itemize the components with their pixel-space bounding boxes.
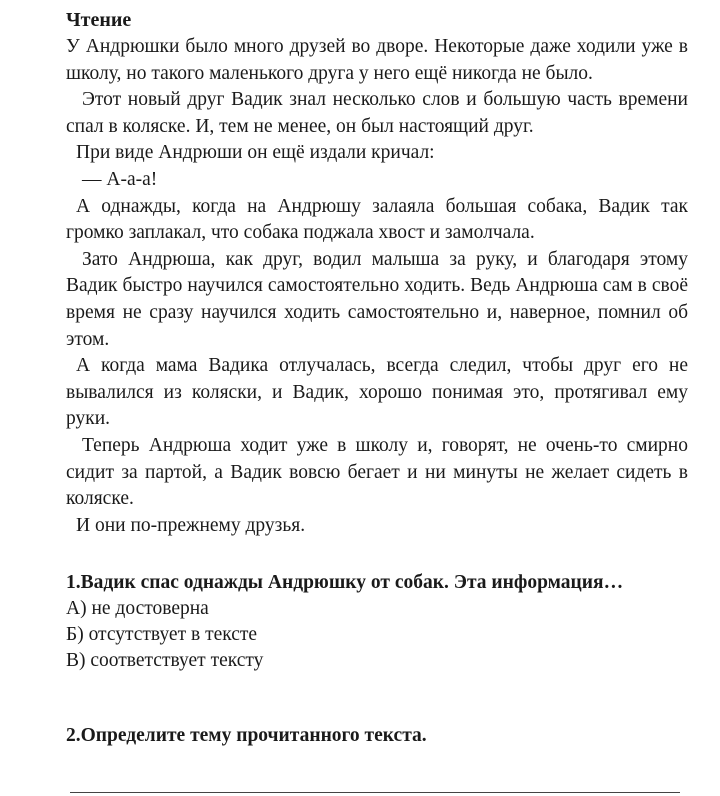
paragraph-3: При виде Андрюши он ещё издали кричал: <box>76 142 435 164</box>
paragraph-1: У Андрюшки было много друзей во дворе. Некоторые даже ходили уже в школу, но такого маленького друга у него ещё никогда не было. <box>66 36 688 84</box>
paragraph-2: Этот новый друг Вадик знал несколько слов и большую часть времени спал в коляске. И, тем не менее, он был настоящий друг. <box>66 89 688 137</box>
question-1-option-a[interactable]: А) не достоверна <box>66 598 209 620</box>
paragraph-5: А однажды, когда на Андрюшу залаяла большая собака, Вадик так громко заплакал, что собака поджала хвост и замолчала. <box>66 195 688 244</box>
paragraph-8: Теперь Андрюша ходит уже в школу и, говорят, не очень-то смирно сидит за партой, а Вадик вовсю бегает и ни минуты не желает сидеть в коляске. <box>66 434 688 510</box>
question-1-option-c[interactable]: В) соответствует тексту <box>66 650 264 672</box>
section-heading: Чтение <box>66 9 132 31</box>
answer-line[interactable] <box>70 792 680 793</box>
question-1: 1.Вадик спас однажды Андрюшку от собак. Эта информация… <box>66 572 624 594</box>
spacer <box>66 674 688 722</box>
spacer <box>66 539 688 569</box>
question-1-option-b[interactable]: Б) отсутствует в тексте <box>66 624 258 646</box>
paragraph-7: А когда мама Вадика отлучалась, всегда следил, чтобы друг его не вывалился из коляски, и Вадик, хорошо понимая это, протягивал ему руки. <box>66 355 688 430</box>
paragraph-9: И они по-прежнему друзья. <box>76 514 306 536</box>
question-2: 2.Определите тему прочитанного текста. <box>66 725 427 747</box>
reading-worksheet <box>66 6 688 749</box>
paragraph-4-dialogue: — А-а-а! <box>82 168 158 190</box>
paragraph-6: Зато Андрюша, как друг, водил малыша за руку, и благодаря этому Вадик быстро научился самостоятельно ходить. Ведь Андрюша сам в своё время не сразу научился ходить самостоятельно и, наверное, помнил об этом. <box>66 248 688 350</box>
